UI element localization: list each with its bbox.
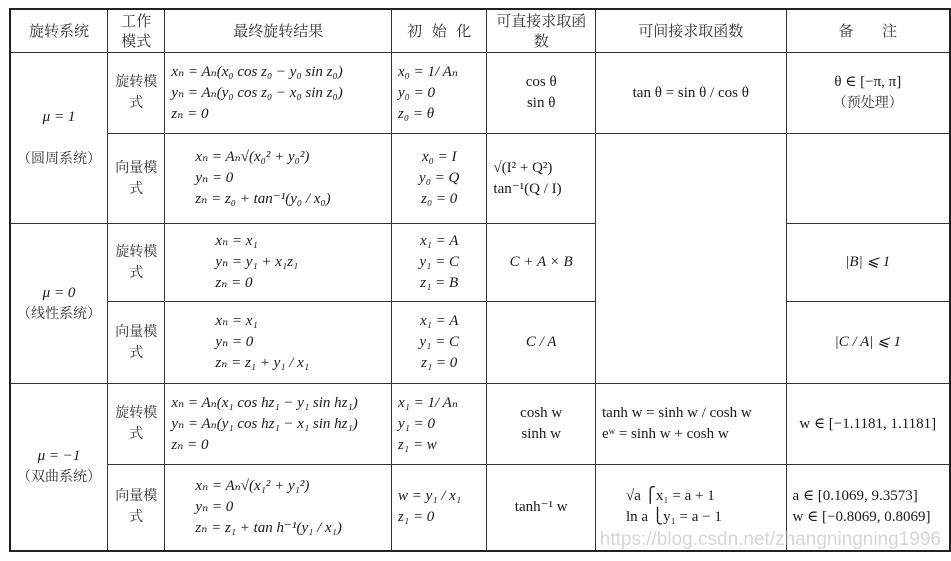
result-cell [165,224,392,302]
result-cell [165,53,392,134]
formula: tan⁻¹(Q / I) [493,180,562,197]
note: （预处理） [832,95,903,111]
formula: x₁ = A [420,313,459,329]
indirect-cell [596,384,787,465]
formula: z₁ = 0 [398,509,435,526]
system-label: μ = 1 [42,108,76,125]
formula: y₁ = C [419,334,459,350]
formula: zₙ = 0 [215,275,253,291]
formula: zₙ = 0 [171,436,209,453]
note-cell-empty [786,134,950,224]
formula: yₙ = Aₙ(y₀ cos z₀ − x₀ sin z₀) [171,84,343,101]
formula: z₀ = θ [398,105,435,122]
formula: xₙ = Aₙ√(x₁² + y₁²) [195,477,310,494]
init-cell [392,302,487,384]
mode-cell: 旋转模式 [108,53,165,134]
formula: sinh w [521,426,561,442]
formula: tan θ = sin θ / cos θ [632,84,749,101]
system-cell [10,224,108,384]
result-cell [165,134,392,224]
note: a ∈ [0.1069, 9.3573] [792,488,918,505]
init-cell [392,134,487,224]
formula: cos θ [525,74,557,90]
formula: √(I² + Q²) [493,159,553,176]
formula: x₀ = 1/ Aₙ [398,63,458,80]
formula: xₙ = x₁ [215,233,258,249]
formula: yₙ = y₁ + x₁z₁ [215,254,299,270]
formula: yₙ = 0 [195,170,234,186]
formula: yₙ = 0 [195,498,234,515]
mode-cell: 旋转模式 [108,224,165,302]
indirect-cell-empty [596,134,787,384]
note: θ ∈ [−π, π] [834,74,902,90]
system-cell [10,384,108,551]
mode-cell: 向量模式 [108,302,165,384]
header-cell: 旋转系统 [10,9,108,53]
formula: ln a ⎩y₁ = a − 1 [626,509,722,526]
header-row [10,9,950,53]
note-cell: |C / A| ⩽ 1 [786,302,950,384]
table-row [10,134,950,224]
init-cell [392,384,487,465]
indirect-cell [596,53,787,134]
formula: x₁ = 1/ Aₙ [398,394,458,411]
table-row [10,302,950,384]
system-sub: （线性系统） [17,305,101,322]
formula: w = y₁ / x₁ [398,488,462,505]
formula: zₙ = z₀ + tan⁻¹(y₀ / x₀) [195,191,331,207]
system-label: μ = −1 [37,447,81,464]
formula: y₁ = 0 [398,415,436,432]
result-cell [165,302,392,384]
formula: x₁ = A [420,233,459,249]
direct-cell [487,53,596,134]
formula: zₙ = z₁ + tan h⁻¹(y₁ / x₁) [195,519,342,536]
result-cell [165,384,392,465]
result-cell [165,465,392,551]
system-sub: （圆周系统） [17,150,101,167]
header-cell: 可直接求取函数 [487,9,596,53]
note: w ∈ [−0.8069, 0.8069] [792,509,931,526]
formula: xₙ = Aₙ(x₁ cos hz₁ − y₁ sin hz₁) [171,394,358,411]
formula: xₙ = Aₙ√(x₀² + y₀²) [195,149,310,165]
mode-cell: 旋转模式 [108,384,165,465]
formula: y₁ = C [419,254,459,270]
formula: z₁ = B [420,275,459,291]
formula: y₀ = 0 [398,84,436,101]
watermark: https://blog.csdn.net/zhangningning1996 [599,529,941,550]
mode-cell: 向量模式 [108,134,165,224]
note-cell: w ∈ [−1.1181, 1.1181] [786,384,950,465]
header-cell: 最终旋转结果 [165,9,392,53]
direct-cell [487,384,596,465]
formula: xₙ = Aₙ(x₀ cos z₀ − y₀ sin z₀) [171,63,343,80]
formula: √a ⎧x₁ = a + 1 [626,488,715,505]
formula: yₙ = Aₙ(y₁ cos hz₁ − x₁ sin hz₁) [171,415,358,432]
formula: z₁ = w [398,436,437,453]
formula: z₀ = 0 [421,191,458,207]
formula: cosh w [520,405,563,421]
init-cell [392,224,487,302]
formula: tanh w = sinh w / cosh w [602,405,752,421]
formula: xₙ = x₁ [215,313,258,329]
table-row [10,384,950,465]
cordic-table [9,8,951,552]
note-cell [786,53,950,134]
direct-cell: C / A [487,302,596,384]
table-row [10,53,950,134]
formula: zₙ = z₁ + y₁ / x₁ [215,355,310,371]
formula: yₙ = 0 [215,334,254,350]
init-cell [392,465,487,551]
note-cell: |B| ⩽ 1 [786,224,950,302]
formula: z₁ = 0 [421,355,458,371]
formula: eʷ = sinh w + cosh w [602,426,729,442]
header-cell: 工作模式 [108,9,165,53]
header-cell: 备 注 [786,9,950,53]
system-cell [10,53,108,224]
system-label: μ = 0 [42,284,76,301]
system-sub: （双曲系统） [17,468,101,485]
formula: zₙ = 0 [171,105,209,122]
table-row [10,224,950,302]
direct-cell [487,134,596,224]
header-cell: 可间接求取函数 [596,9,787,53]
formula: y₀ = Q [419,170,460,186]
mode-cell: 向量模式 [108,465,165,551]
formula: x₀ = I [421,149,457,165]
direct-cell: C + A × B [487,224,596,302]
init-cell [392,53,487,134]
header-cell: 初 始 化 [392,9,487,53]
formula: sin θ [526,95,556,111]
direct-cell: tanh⁻¹ w [487,465,596,551]
